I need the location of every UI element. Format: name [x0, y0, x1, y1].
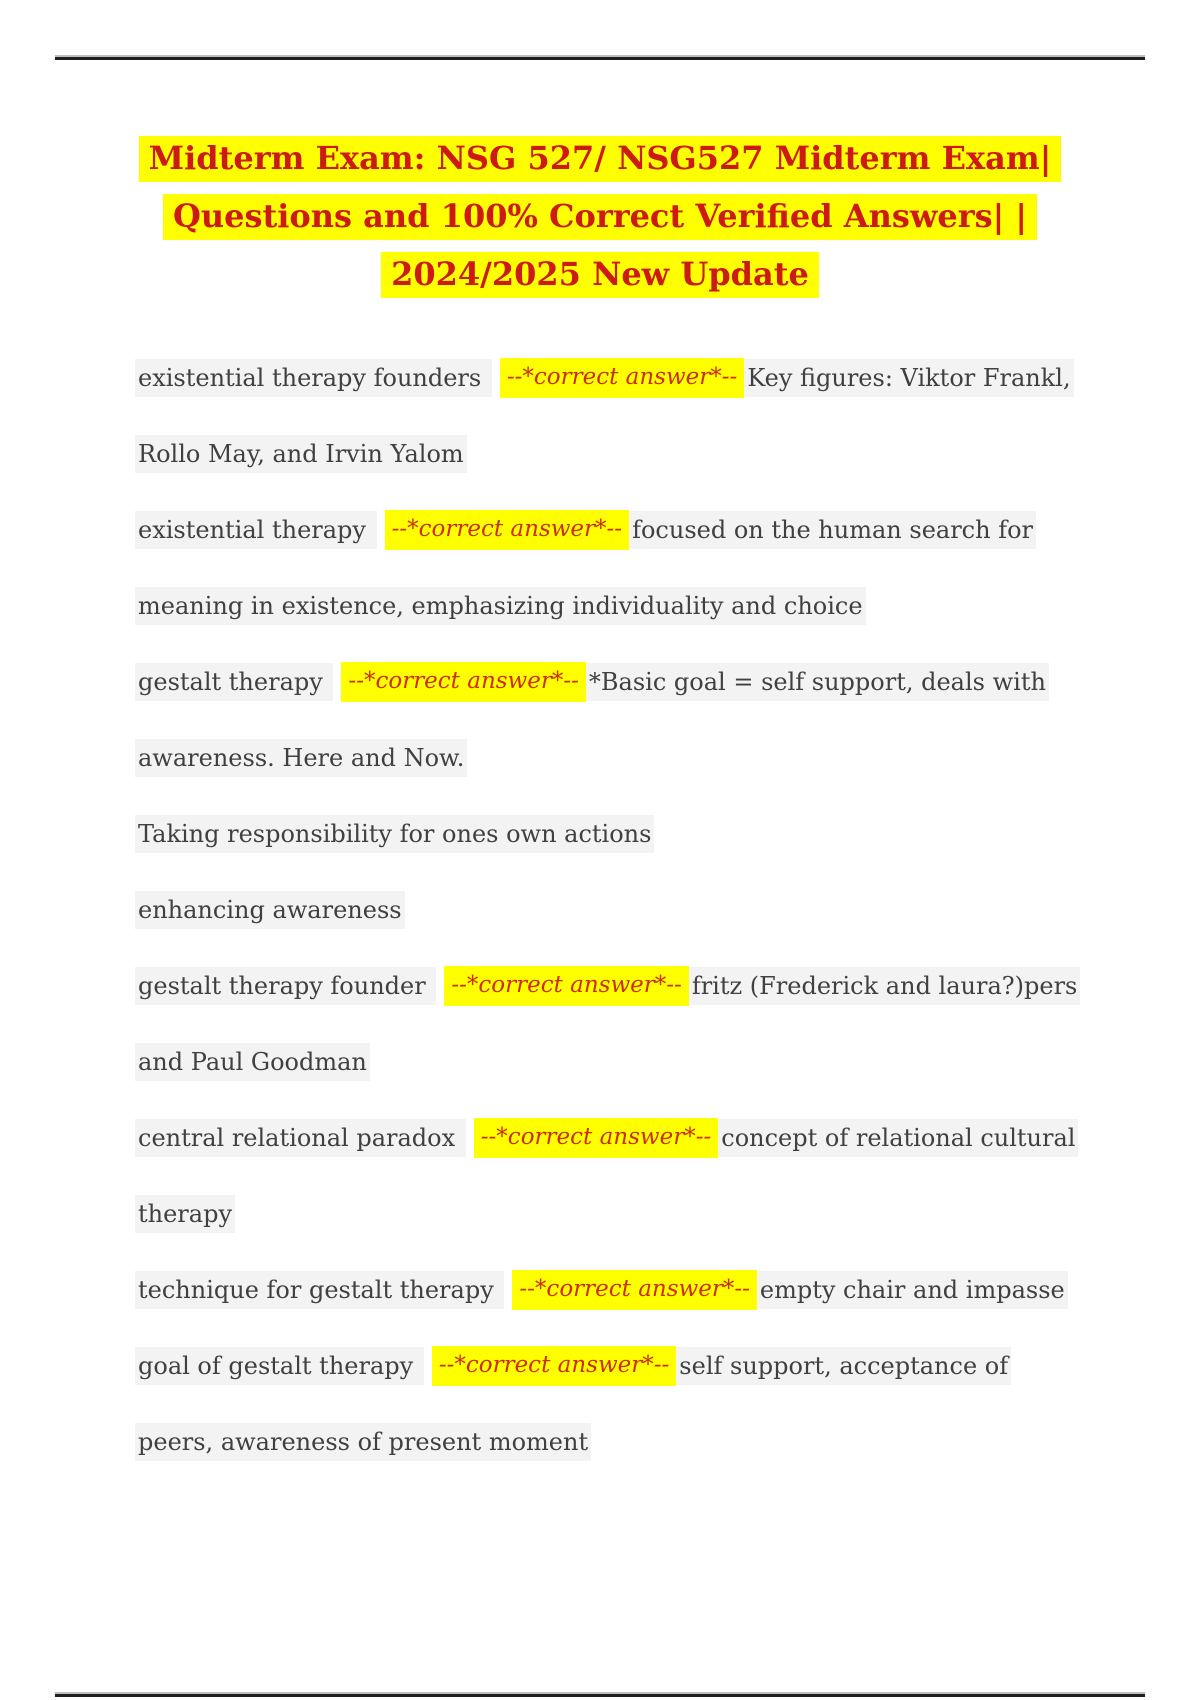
body-text-segment: technique for gestalt therapy	[135, 1271, 504, 1310]
body-text-segment: enhancing awareness	[135, 891, 405, 930]
body-line	[135, 1328, 1145, 1404]
body-line	[135, 416, 1145, 492]
body-line	[135, 1404, 1145, 1480]
body-text-segment: Taking responsibility for ones own actions	[135, 815, 654, 854]
body-line	[135, 644, 1145, 720]
body-line	[135, 1252, 1145, 1328]
body-text-segment: fritz (Frederick and laura?)pers	[689, 967, 1081, 1006]
body-line	[135, 492, 1145, 568]
body-text-segment: therapy	[135, 1195, 235, 1234]
body-text-segment: awareness. Here and Now.	[135, 739, 467, 778]
top-horizontal-rule	[55, 57, 1145, 60]
title-block	[0, 130, 1200, 304]
body-line	[135, 1024, 1145, 1100]
body-line	[135, 948, 1145, 1024]
correct-answer-marker: --*correct answer*--	[432, 1346, 676, 1386]
title-line-text: Midterm Exam: NSG 527/ NSG527 Midterm Exam|	[139, 136, 1062, 181]
correct-answer-marker: --*correct answer*--	[500, 358, 744, 398]
title-line-text: Questions and 100% Correct Verified Answers| |	[163, 194, 1037, 239]
body-block	[135, 340, 1145, 1480]
correct-answer-marker: --*correct answer*--	[341, 662, 585, 702]
body-line	[135, 796, 1145, 872]
body-text-segment: *Basic goal = self support, deals with	[586, 663, 1049, 702]
title-line-text: 2024/2025 New Update	[381, 252, 819, 297]
bottom-horizontal-rule	[55, 1694, 1145, 1697]
body-text-segment: goal of gestalt therapy	[135, 1347, 424, 1386]
body-text-segment: central relational paradox	[135, 1119, 466, 1158]
correct-answer-marker: --*correct answer*--	[444, 966, 688, 1006]
correct-answer-marker: --*correct answer*--	[474, 1118, 718, 1158]
body-line	[135, 720, 1145, 796]
body-text-segment: focused on the human search for	[629, 511, 1036, 550]
body-line	[135, 1176, 1145, 1252]
correct-answer-marker: --*correct answer*--	[385, 510, 629, 550]
body-text-segment: self support, acceptance of	[676, 1347, 1011, 1386]
body-text-segment: empty chair and impasse	[757, 1271, 1068, 1310]
body-line	[135, 872, 1145, 948]
body-line	[135, 340, 1145, 416]
correct-answer-marker: --*correct answer*--	[512, 1270, 756, 1310]
body-text-segment: Rollo May, and Irvin Yalom	[135, 435, 467, 474]
title-line	[0, 246, 1200, 304]
body-text-segment: gestalt therapy founder	[135, 967, 436, 1006]
body-line	[135, 1100, 1145, 1176]
body-text-segment: concept of relational cultural	[718, 1119, 1078, 1158]
body-text-segment: existential therapy	[135, 511, 377, 550]
title-line	[0, 130, 1200, 188]
title-line	[0, 188, 1200, 246]
body-text-segment: Key figures: Viktor Frankl,	[744, 359, 1073, 398]
body-text-segment: peers, awareness of present moment	[135, 1423, 591, 1462]
body-text-segment: and Paul Goodman	[135, 1043, 370, 1082]
body-text-segment: existential therapy founders	[135, 359, 492, 398]
body-text-segment: gestalt therapy	[135, 663, 333, 702]
body-line	[135, 568, 1145, 644]
body-text-segment: meaning in existence, emphasizing individuality and choice	[135, 587, 866, 626]
